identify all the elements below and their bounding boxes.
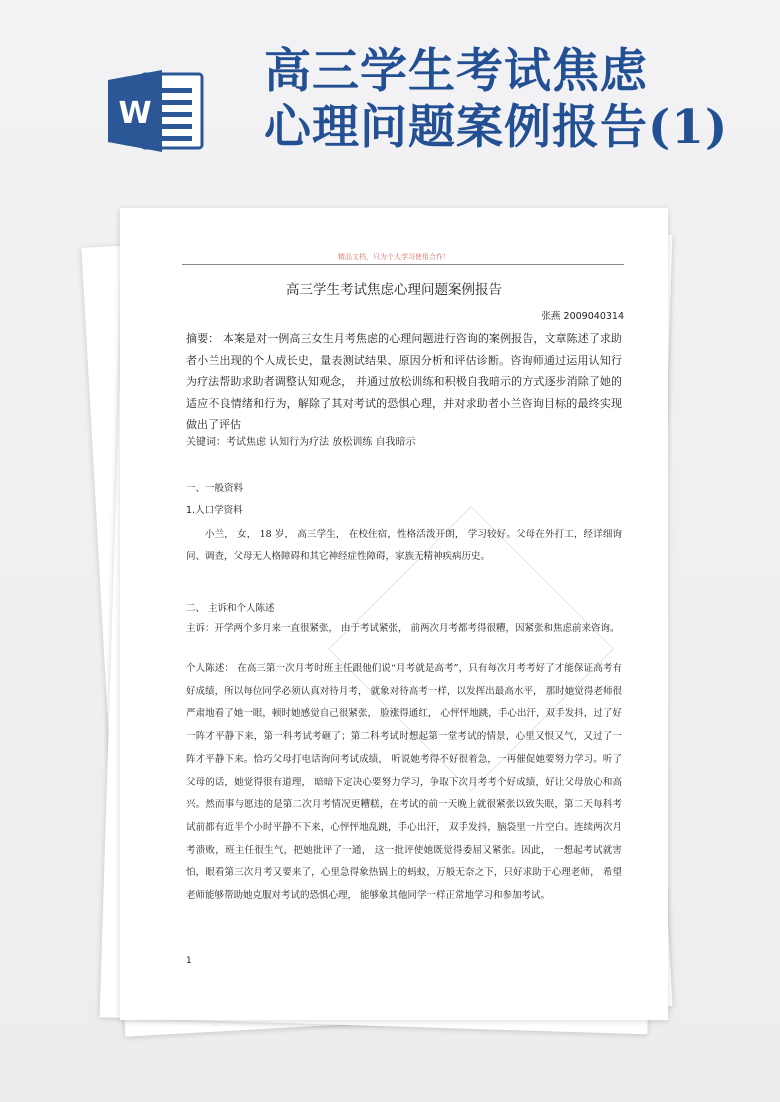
section-heading-general-info: 一、一般资料	[186, 483, 244, 494]
demographics-paragraph: 小兰， 女， 18 岁， 高三学生， 在校住宿，性格活泼开朗， 学习较好。父母在外打工，经详细询问、调查，父母无人格障碍和其它神经症性障碍，家族无精神疾病历史。	[186, 529, 622, 562]
word-icon	[108, 68, 204, 154]
header-note: 精品文档，只为个人学习使用合作！	[338, 253, 450, 261]
page-number: 1	[186, 956, 192, 966]
banner-title	[264, 44, 764, 156]
keywords-line: 关键词：考试焦虑 认知行为疗法 放松训练 自我暗示	[186, 437, 416, 448]
author-line: 张燕 2009040314	[541, 311, 624, 322]
header-rule	[182, 264, 624, 265]
svg-text:W: W	[118, 96, 152, 131]
personal-statement-paragraph: 个人陈述： 在高三第一次月考时班主任跟他们说“月考就是高考”，只有每次月考考好了才能保证高考有好成绩，所以每位同学必须认真对待月考， 就象对待高考一样，以发挥出最高水平， 那时她觉得老师很严肃地看了她一眼，顿时她感觉自己很紧张， 脸涨得通红， 心怦怦地跳，手心出汗，双手发抖，过了好一阵才平静下来，第一科考试考砸了；第二科考试时想起第一堂考试的情景，心里又恨又气，又过了一阵才平静下来。恰巧父母打电话询问考试成绩， 听说她考得不好很着急，一再催促她要努力学习。听了父母的话，她觉得很有道理， 暗暗下定决心要努力学习，争取下次月考考个好成绩，好让父母放心和高兴。然而事与愿违的是第二次月考情况更糟糕，在考试的前一天晚上就很紧张以致失眠，第二天每科考试前都有近半个小时平静不下来，心怦怦地乱跳，手心出汗， 双手发抖，脑袋里一片空白。连续两次月考溃败，班主任很生气，把她批评了一通， 这一批评使她既觉得委屈又紧张。因此， 一想起考试就害怕，眼看第三次月考又要来了，心里急得象热锅上的蚂蚁，万般无奈之下，只好求助于心理老师， 希望老师能够帮助她克服对考试的恐惧心理， 能够象其他同学一样正常地学习和参加考试。	[186, 663, 622, 902]
document-page	[120, 208, 668, 1020]
banner-title-line1: 高三学生考试焦虑	[264, 44, 648, 99]
banner-title-line2: 心理问题案例报告(1)	[264, 100, 729, 155]
complaint-paragraph: 主诉：开学两个多月来一直很紧张， 由于考试紧张， 前两次月考都考得很糟，因紧张和焦虑前来咨询。	[186, 623, 620, 634]
abstract-paragraph: 摘要： 本案是对一例高三女生月考焦虑的心理问题进行咨询的案例报告，文章陈述了求助者小兰出现的个人成长史，量表测试结果、原因分析和评估诊断。咨询师通过运用认知行为疗法帮助求助者调整认知观念， 并通过放松训练和积极自我暗示的方式逐步消除了她的适应不良情绪和行为，解除了其对考试的恐惧心理，并对求助者小兰咨询目标的最终实现做出了评估	[186, 332, 622, 431]
section-heading-complaint: 二、 主诉和个人陈述	[186, 603, 275, 614]
document-title: 高三学生考试焦虑心理问题案例报告	[286, 282, 502, 298]
subsection-heading-demographics: 1.人口学资料	[186, 505, 243, 516]
